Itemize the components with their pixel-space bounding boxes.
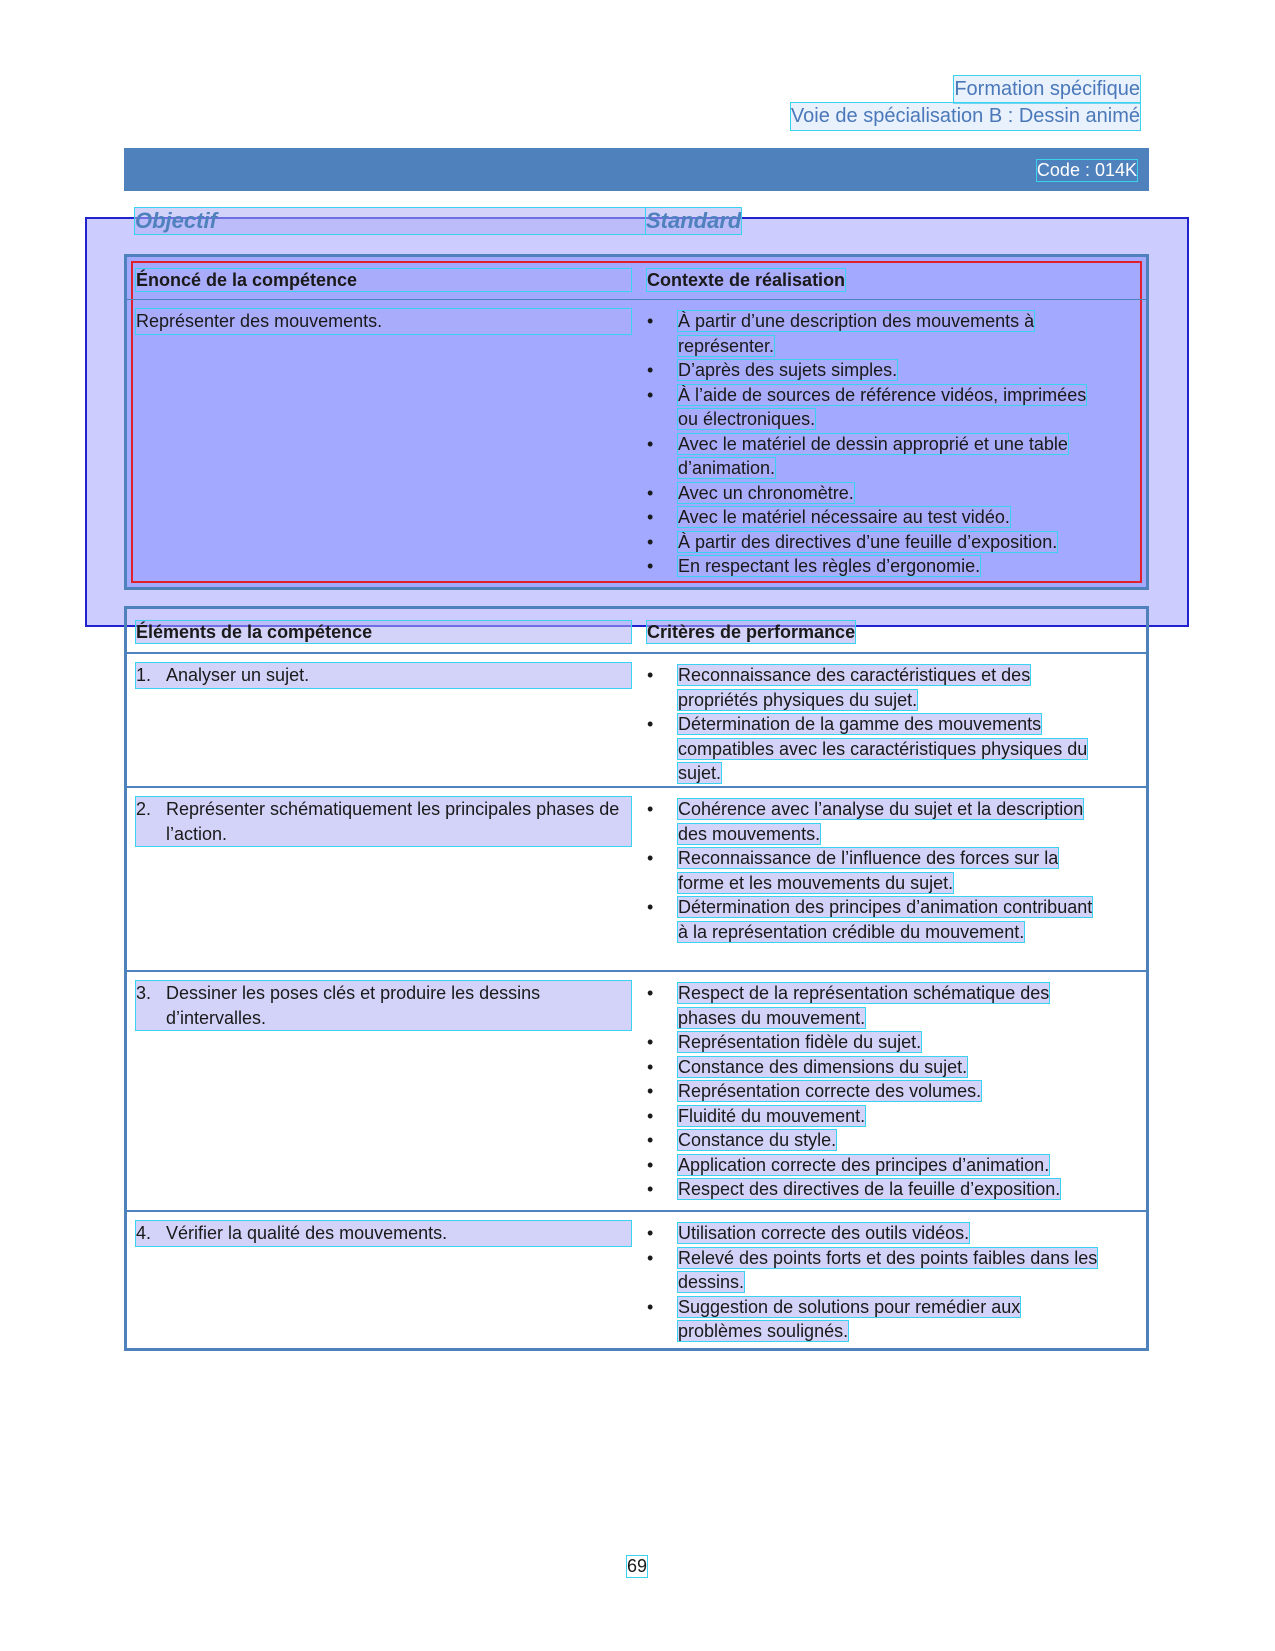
document-header <box>791 76 1140 130</box>
list-item: • En respectant les règles d’ergonomie. <box>647 554 1107 579</box>
list-item: • Avec le matériel de dessin approprié et une table d’animation. <box>647 432 1107 481</box>
list-item: • D’après des sujets simples. <box>647 358 1107 383</box>
list-item: • À partir des directives d’une feuille d’exposition. <box>647 530 1107 555</box>
elements-header: Éléments de la compétence <box>136 621 631 643</box>
list-item: • Fluidité du mouvement. <box>647 1104 1107 1129</box>
list-item: • Détermination des principes d’animation contribuant à la représentation crédible du mouvement. <box>647 895 1107 944</box>
row-divider <box>127 786 1146 788</box>
list-item: • Représentation correcte des volumes. <box>647 1079 1107 1104</box>
criteria-list <box>647 663 1107 786</box>
competence-statement: Représenter des mouvements. <box>136 309 631 334</box>
criteria-list <box>647 797 1107 944</box>
list-item: • Utilisation correcte des outils vidéos. <box>647 1221 1107 1246</box>
table-row <box>136 663 631 688</box>
list-item: • Reconnaissance des caractéristiques et des propriétés physiques du sujet. <box>647 663 1107 712</box>
table-row <box>136 1221 631 1246</box>
row-divider <box>127 1210 1146 1212</box>
element-text: 4. Vérifier la qualité des mouvements. <box>136 1221 631 1246</box>
list-item: • Application correcte des principes d’animation. <box>647 1153 1107 1178</box>
contexte-list <box>647 309 1107 579</box>
list-item: • Suggestion de solutions pour remédier aux problèmes soulignés. <box>647 1295 1107 1344</box>
table-row <box>136 797 631 846</box>
list-item: • Avec le matériel nécessaire au test vidéo. <box>647 505 1107 530</box>
list-item: • Cohérence avec l’analyse du sujet et la description des mouvements. <box>647 797 1107 846</box>
list-item: • Respect de la représentation schématique des phases du mouvement. <box>647 981 1107 1030</box>
enonce-header: Énoncé de la compétence <box>136 269 631 291</box>
enonce-table <box>124 254 1149 590</box>
element-text: 2. Représenter schématiquement les principales phases de l’action. <box>136 797 631 846</box>
element-text: 3. Dessiner les poses clés et produire les dessins d’intervalles. <box>136 981 631 1030</box>
criteria-list <box>647 981 1107 1202</box>
list-item: • Reconnaissance de l’influence des forces sur la forme et les mouvements du sujet. <box>647 846 1107 895</box>
elements-table <box>124 606 1149 1351</box>
list-item: • Détermination de la gamme des mouvements compatibles avec les caractéristiques physiques du sujet. <box>647 712 1107 786</box>
section-objectif: Objectif <box>135 208 645 234</box>
list-item: • À l’aide de sources de référence vidéos, imprimées ou électroniques. <box>647 383 1107 432</box>
row-divider <box>127 970 1146 972</box>
criteres-header: Critères de performance <box>647 622 856 642</box>
section-standard: Standard <box>646 208 742 233</box>
list-item: • Avec un chronomètre. <box>647 481 1107 506</box>
program-title: Formation spécifique <box>954 76 1140 103</box>
table-row <box>136 981 631 1030</box>
list-item: • Représentation fidèle du sujet. <box>647 1030 1107 1055</box>
enonce-header-divider <box>127 299 1146 300</box>
contexte-header: Contexte de réalisation <box>647 270 846 290</box>
specialization-title: Voie de spécialisation B : Dessin animé <box>791 103 1140 130</box>
list-item: • Constance du style. <box>647 1128 1107 1153</box>
list-item: • Relevé des points forts et des points faibles dans les dessins. <box>647 1246 1107 1295</box>
row-divider <box>127 652 1146 654</box>
list-item: • Respect des directives de la feuille d’exposition. <box>647 1177 1107 1202</box>
list-item: • À partir d’une description des mouvements à représenter. <box>647 309 1107 358</box>
criteria-list <box>647 1221 1107 1344</box>
page-number: 69 <box>627 1556 648 1576</box>
list-item: • Constance des dimensions du sujet. <box>647 1055 1107 1080</box>
element-text: 1. Analyser un sujet. <box>136 663 631 688</box>
code-bar <box>124 148 1149 191</box>
competence-code: Code : 014K <box>1036 160 1137 180</box>
